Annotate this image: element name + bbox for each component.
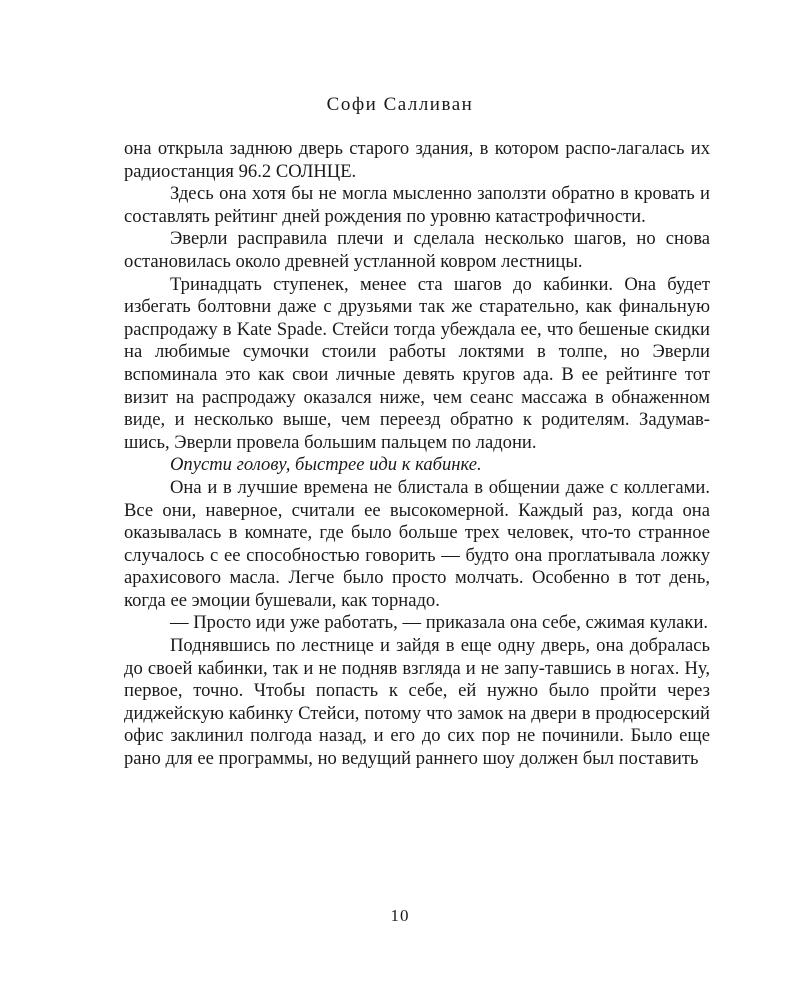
paragraph: Она и в лучшие времена не блистала в общении даже с коллегами. Все они, наверное, считали ее высокомерной. Каждый раз, когда она оказывалась в комнате, где было больше трех человек, что-то странное случалось с ее способностью говорить — будто она проглатывала ложку арахисового масла. Легче было просто молчать. Особенно в тот день, когда ее эмоции бушевали, как торнадо. [124, 476, 710, 611]
paragraph: Тринадцать ступенек, менее ста шагов до кабинки. Она будет избегать болтовни даже с друзьями так же старательно, как финальную распродажу в Kate Spade. Стейси тогда убеждала ее, что бешеные скидки на любимые сумочки стоили работы локтями в толпе, но Эверли вспоминала это как свои личные девять кругов ада. В ее рейтинге тот визит на распродажу оказался ниже, чем сеанс массажа в обнаженном виде, и несколько выше, чем переезд обратно к родителям. Задумав-шись, Эверли провела большим пальцем по ладони. [124, 273, 710, 453]
paragraph-italic-thought: Опусти голову, быстрее иди к кабинке. [170, 454, 482, 476]
body-text [124, 138, 710, 771]
paragraph: Здесь она хотя бы не могла мысленно заползти обратно в кровать и составлять рейтинг дней рождения по уровню катастрофичности. [124, 183, 710, 227]
paragraph: Эверли расправила плечи и сделала несколько шагов, но снова остановилась около древней устланной ковром лестницы. [124, 228, 710, 272]
running-head-author: Софи Салливан [326, 94, 474, 115]
paragraph: она открыла заднюю дверь старого здания, в котором распо-лагалась их радиостанция 96.2 СОЛНЦЕ. [124, 138, 710, 182]
paragraph-dialogue: — Просто иди уже работать, — приказала она себе, сжимая кулаки. [170, 612, 709, 634]
page-number: 10 [390, 906, 410, 925]
paragraph: Поднявшись по лестнице и зайдя в еще одну дверь, она добралась до своей кабинки, так и не подняв взгляда и не запу-тавшись в ногах. Ну, первое, точно. Чтобы попасть к себе, ей нужно было пройти через диджейскую кабинку Стейси, потому что замок на двери в продюсерский офис заклинил полгода назад, и его до сих пор не починили. Было еще рано для ее программы, но ведущий раннего шоу должен был поставить [124, 635, 710, 770]
